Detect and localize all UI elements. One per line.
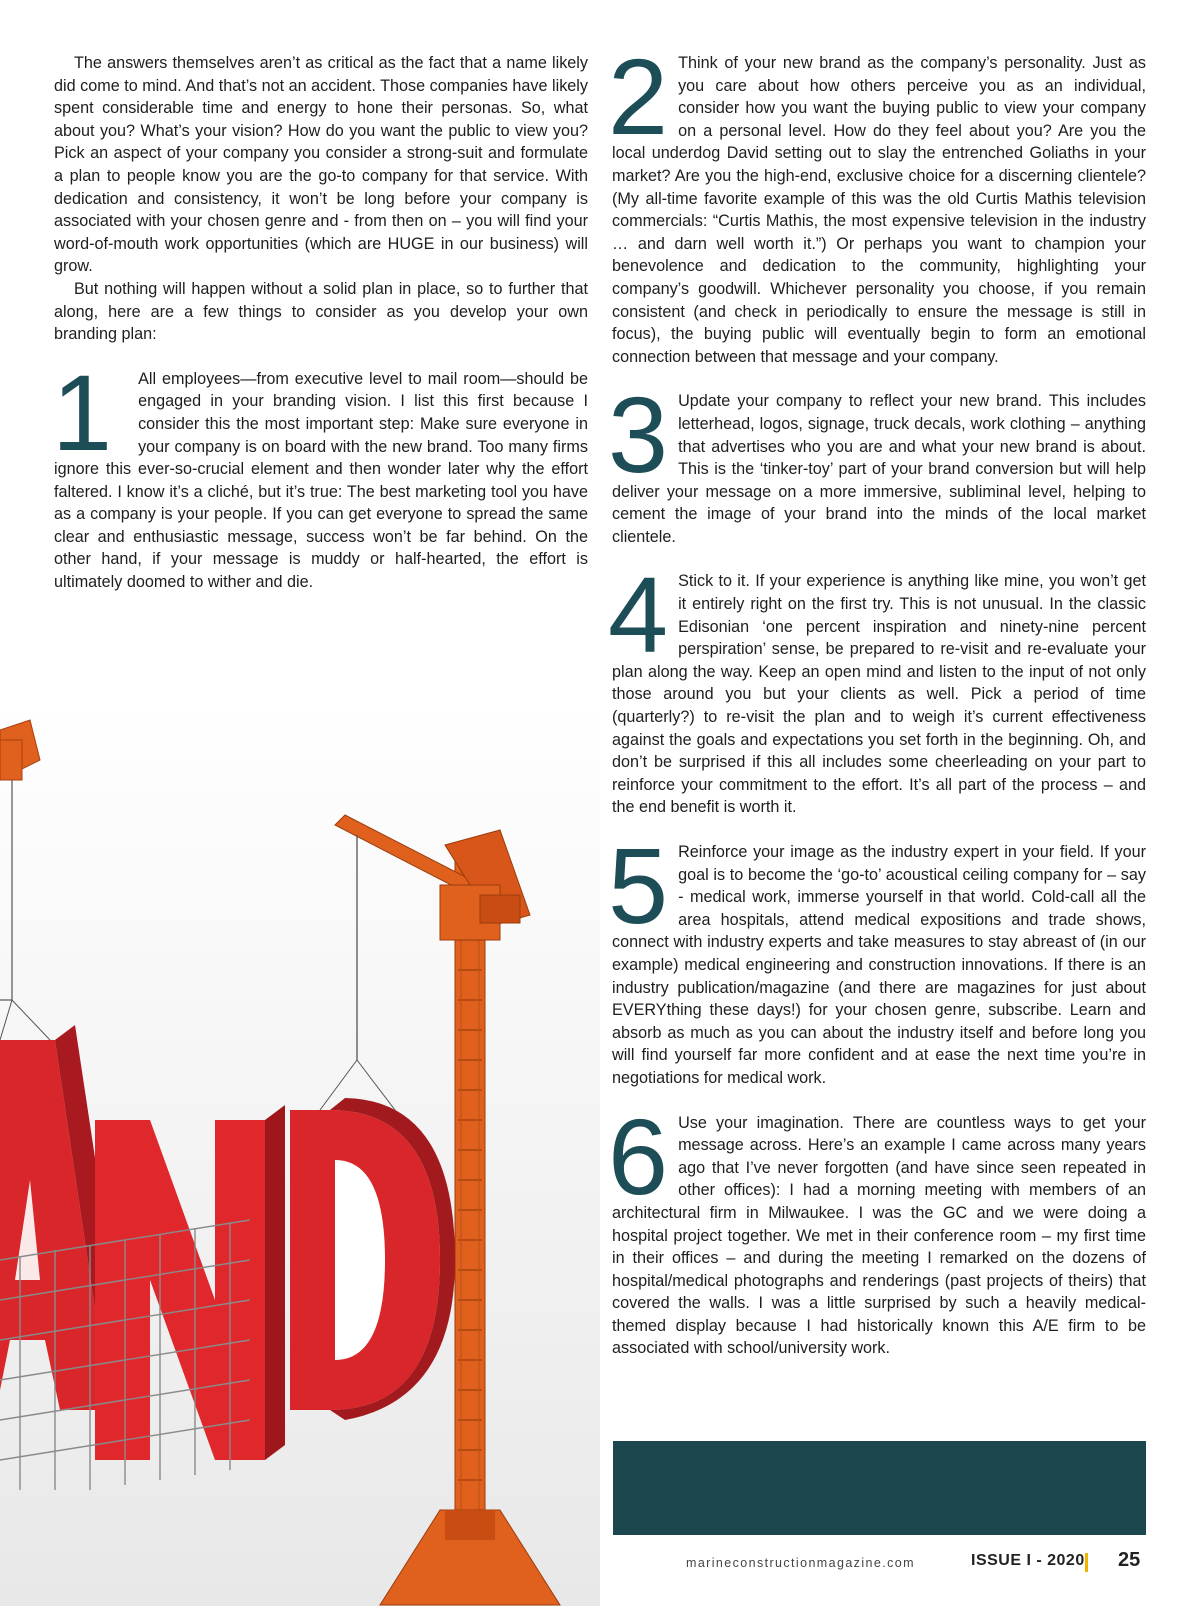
item-2-text: Think of your new brand as the company’s personality. Just as you care about how others perceive you as an individual, consider how you want the buying public to view your company on a personal level. How do they feel about you? Are you the local underdog David setting out to slay the entrenched Goliaths in your market? Are you the high-end, exclusive choice for a discerning clientele? (My all-time favorite example of this was the old Curtis Mathis television commercials: “Curtis Mathis, the most expensive television in the industry … and darn well worth it.”) Or perhaps you want to champion your benevolence and dedication to the community, highlighting your company’s goodwill. Whichever personality you choose, if you remain consistent (and check in periodically to ensure the message is still in focus), the buying public will eventually begin to form an emotional connection between that message and your company.: [612, 54, 1146, 366]
drop-number-3: 3: [608, 374, 669, 496]
item-4-text: Stick to it. If your experience is anything like mine, you won’t get it entirely right on the first try. This is not unusual. In the classic Edisonian ‘one percent inspiration and ninety-nine percent perspiration’ sense, be prepared to re-visit and re-evaluate your plan along the way. Keep an open mind and listen to the input of not only those around you but your clients as well. Pick a period of time (quarterly?) to re-visit the plan and to weigh it’s current effectiveness against the goals and expectations you set forth in the beginning. Oh, and don’t be surprised if this all includes some cheerleading on your part to reinforce your commitment to the effort. It’s all part of the process – and the end benefit is worth it.: [612, 572, 1146, 817]
list-item-4: [608, 554, 1146, 819]
teal-accent-box: [613, 1441, 1146, 1535]
drop-number-5: 5: [608, 825, 669, 946]
item-1-text: All employees—from executive level to mail room—should be engaged in your branding vision. I list this first because I consider this the most important step: Make sure everyone in your company is on board with the new brand. Too many firms ignore this ever-so-crucial element and then wonder later why the effort faltered. I know it’s a cliché, but it’s true: The best marketing tool you have as a company is your people. If you can get everyone to spread the same clear and enthusiastic message, success won’t be far behind. On the other hand, if your message is muddy or half-hearted, the effort is ultimately doomed to wither and die.: [54, 369, 588, 592]
page-number: 25: [1118, 1549, 1141, 1571]
intro-paragraph: The answers themselves aren’t as critical as the fact that a name likely did come to mind. And that’s not an accident. Those companies have likely spent considerable time and energy to hone their personas. So, what about you? What’s your vision? How do you want the public to view you? Pick an aspect of your company you consider a strong-suit and formulate a plan to people know you are the go-to company for that service. With dedication and consistency, it won’t be long before your company is associated with your chosen genre and - from then on – you will find your word-of-mouth work opportunities (which are HUGE in our business) will grow.: [54, 54, 588, 276]
item-5-text: Reinforce your image as the industry expert in your field. If your goal is to become the ‘go-to’ acoustical ceiling company for – say - medical work, immerse yourself in that world. Cold-call all the area hospitals, attend medical expositions and trade shows, connect with industry experts and take measures to stay abreast of (in our example) medical engineering and construction innovations. If there is an industry publication/magazine (and there are magazines for just about EVERYthing these days!) for your chosen genre, subscribe. Learn and absorb as much as you can about the industry itself and before long you will find yourself far more confident and at ease the next time you’re in negotiations for medical work.: [612, 843, 1146, 1087]
list-item-1: [52, 351, 588, 594]
list-item-3: [608, 374, 1146, 548]
drop-number-4: 4: [608, 554, 669, 676]
item-3-text: Update your company to reflect your new brand. This includes letterhead, logos, signage, truck decals, work clothing – anything that advertises who you are and what your new brand is about. This is the ‘tinker-toy’ part of your brand conversion but will help deliver your message on a more immersive, subliminal level, helping to cement the image of your brand into the minds of the local market clientele.: [612, 392, 1146, 546]
drop-number-1: 1: [52, 351, 113, 473]
footer-website: marineconstructionmagazine.com: [686, 1556, 915, 1570]
list-item-6: [608, 1095, 1146, 1361]
drop-number-6: 6: [608, 1095, 669, 1217]
list-item-5: [608, 825, 1146, 1090]
item-6-text: Use your imagination. There are countless ways to get your message across. Here’s an example I came across many years ago that I’ve never forgotten (and have since seen repeated in other offices): I had a morning meeting with members of an architectural firm in Milwaukee. I was the GC and we were doing a hospital project together. We met in their conference room – my first time in their offices – and during the meeting I remarked on the dozens of hospital/medical photographs and renderings (past projects of theirs) that covered the walls. I was a little surprised by such a heavily medical-themed display because I had historically known this A/E firm to be associated with school/university work.: [612, 1113, 1146, 1358]
drop-number-2: 2: [608, 36, 669, 157]
right-column: [608, 36, 1146, 1360]
brand-construction-illustration: [0, 700, 600, 1606]
footer-issue: ISSUE I - 2020: [971, 1552, 1085, 1569]
list-item-2: [608, 36, 1146, 368]
plan-paragraph: But nothing will happen without a solid plan in place, so to further that along, here are a few things to consider as you develop your own branding plan:: [54, 279, 588, 344]
left-column: [54, 52, 588, 594]
footer-divider-bar: [1085, 1553, 1088, 1572]
